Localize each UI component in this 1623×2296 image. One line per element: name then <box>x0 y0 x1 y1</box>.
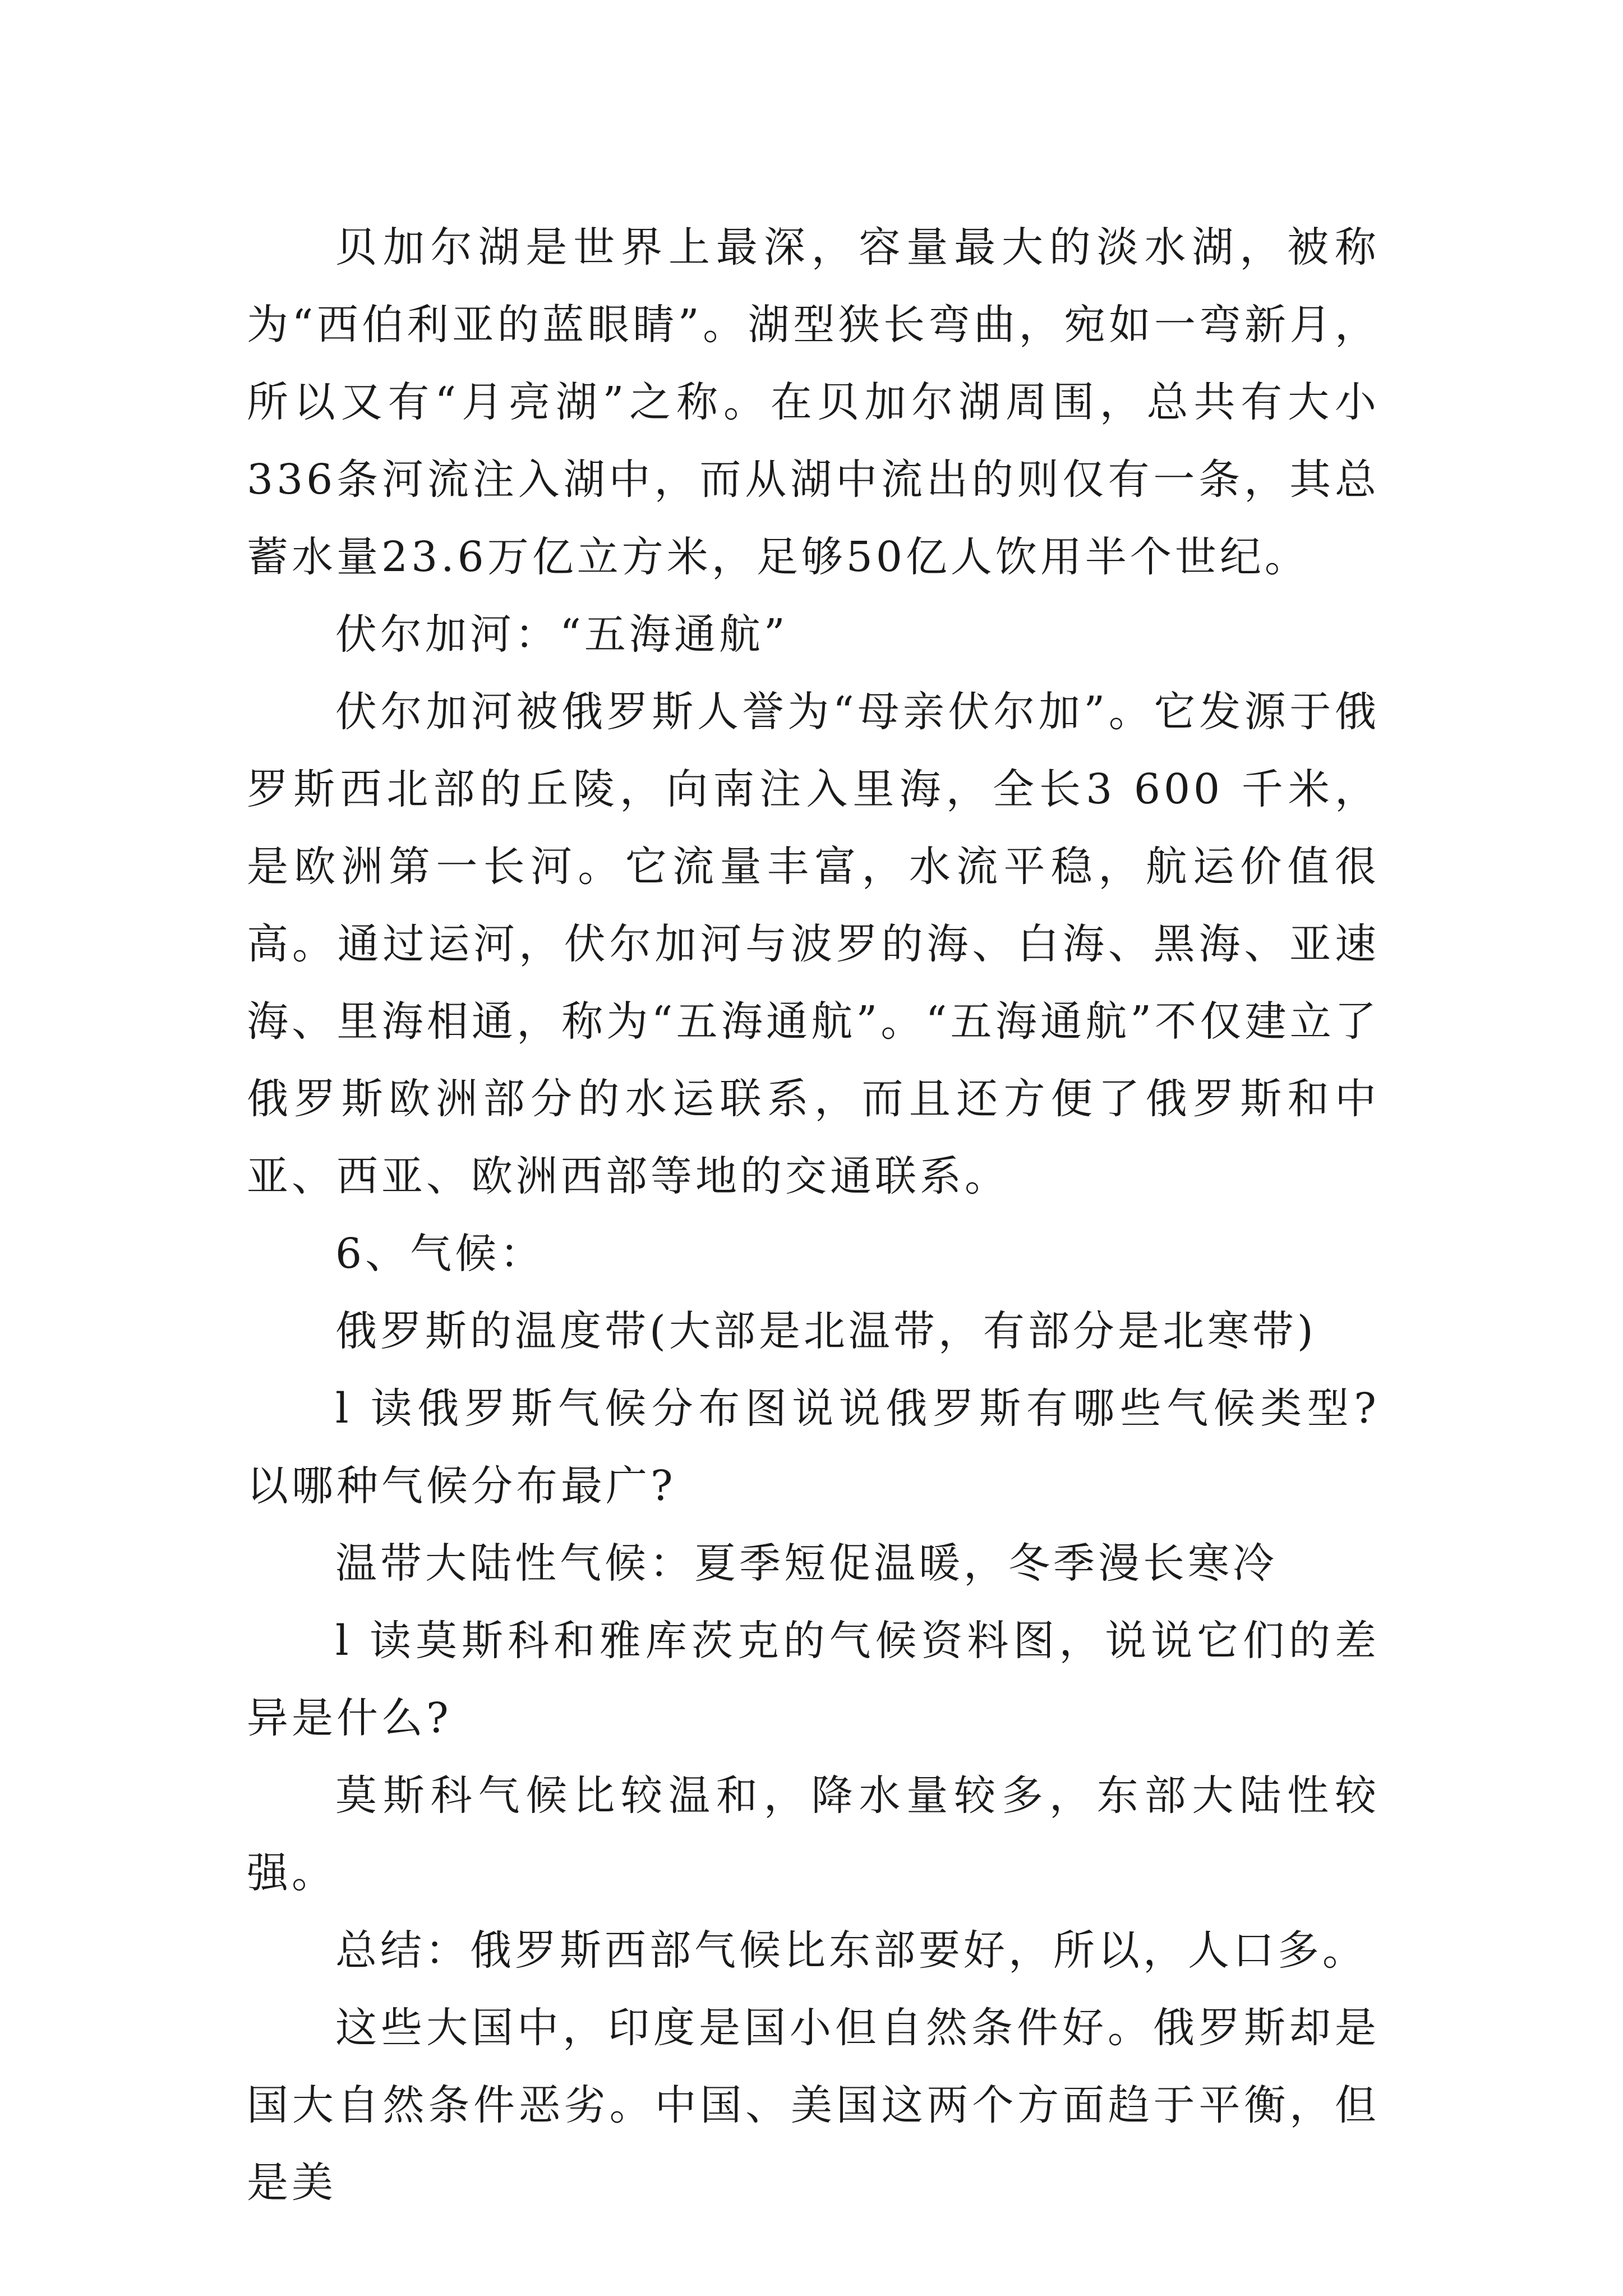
paragraph-volga-heading: 伏尔加河：“五海通航” <box>335 610 789 659</box>
paragraph-continental-climate: 温带大陆性气候：夏季短促温暖，冬季漫长寒冷 <box>335 1539 1278 1588</box>
body-text <box>247 209 1380 2221</box>
paragraph-moscow-climate: 莫斯科气候比较温和，降水量较多，东部大陆性较强。 <box>247 1772 1380 1897</box>
paragraph-volga-river: 伏尔加河被俄罗斯人誉为“母亲伏尔加”。它发源于俄罗斯西北部的丘陵，向南注入里海，全长3 600 千米，是欧洲第一长河。它流量丰富，水流平稳，航运价值很高。通过运河，伏尔加河与波罗的海、白海、黑海、亚速海、里海相通，称为“五海通航”。“五海通航”不仅建立了俄罗斯欧洲部分的水运联系，而且还方便了俄罗斯和中亚、西亚、欧洲西部等地的交通联系。 <box>247 688 1380 1200</box>
paragraph-moscow-yakutsk-question: l 读莫斯科和雅库茨克的气候资料图，说说它们的差异是什么? <box>247 1617 1380 1742</box>
paragraph-summary: 总结：俄罗斯西部气候比东部要好，所以，人口多。 <box>335 1926 1367 1975</box>
paragraph-temperature-zones: 俄罗斯的温度带(大部是北温带，有部分是北寒带) <box>335 1307 1317 1355</box>
paragraph-comparison: 这些大国中，印度是国小但自然条件好。俄罗斯却是国大自然条件恶劣。中国、美国这两个方面趋于平衡，但是美 <box>247 2004 1380 2207</box>
paragraph-baikal-lake: 贝加尔湖是世界上最深，容量最大的淡水湖，被称为“西伯利亚的蓝眼睛”。湖型狭长弯曲，宛如一弯新月，所以又有“月亮湖”之称。在贝加尔湖周围，总共有大小336条河流注入湖中，而从湖中流出的则仅有一条，其总蓄水量23.6万亿立方米，足够50亿人饮用半个世纪。 <box>247 223 1380 581</box>
paragraph-climate-map-question: l 读俄罗斯气候分布图说说俄罗斯有哪些气候类型?以哪种气候分布最广? <box>247 1384 1380 1510</box>
paragraph-climate-heading: 6、气候： <box>335 1230 545 1278</box>
